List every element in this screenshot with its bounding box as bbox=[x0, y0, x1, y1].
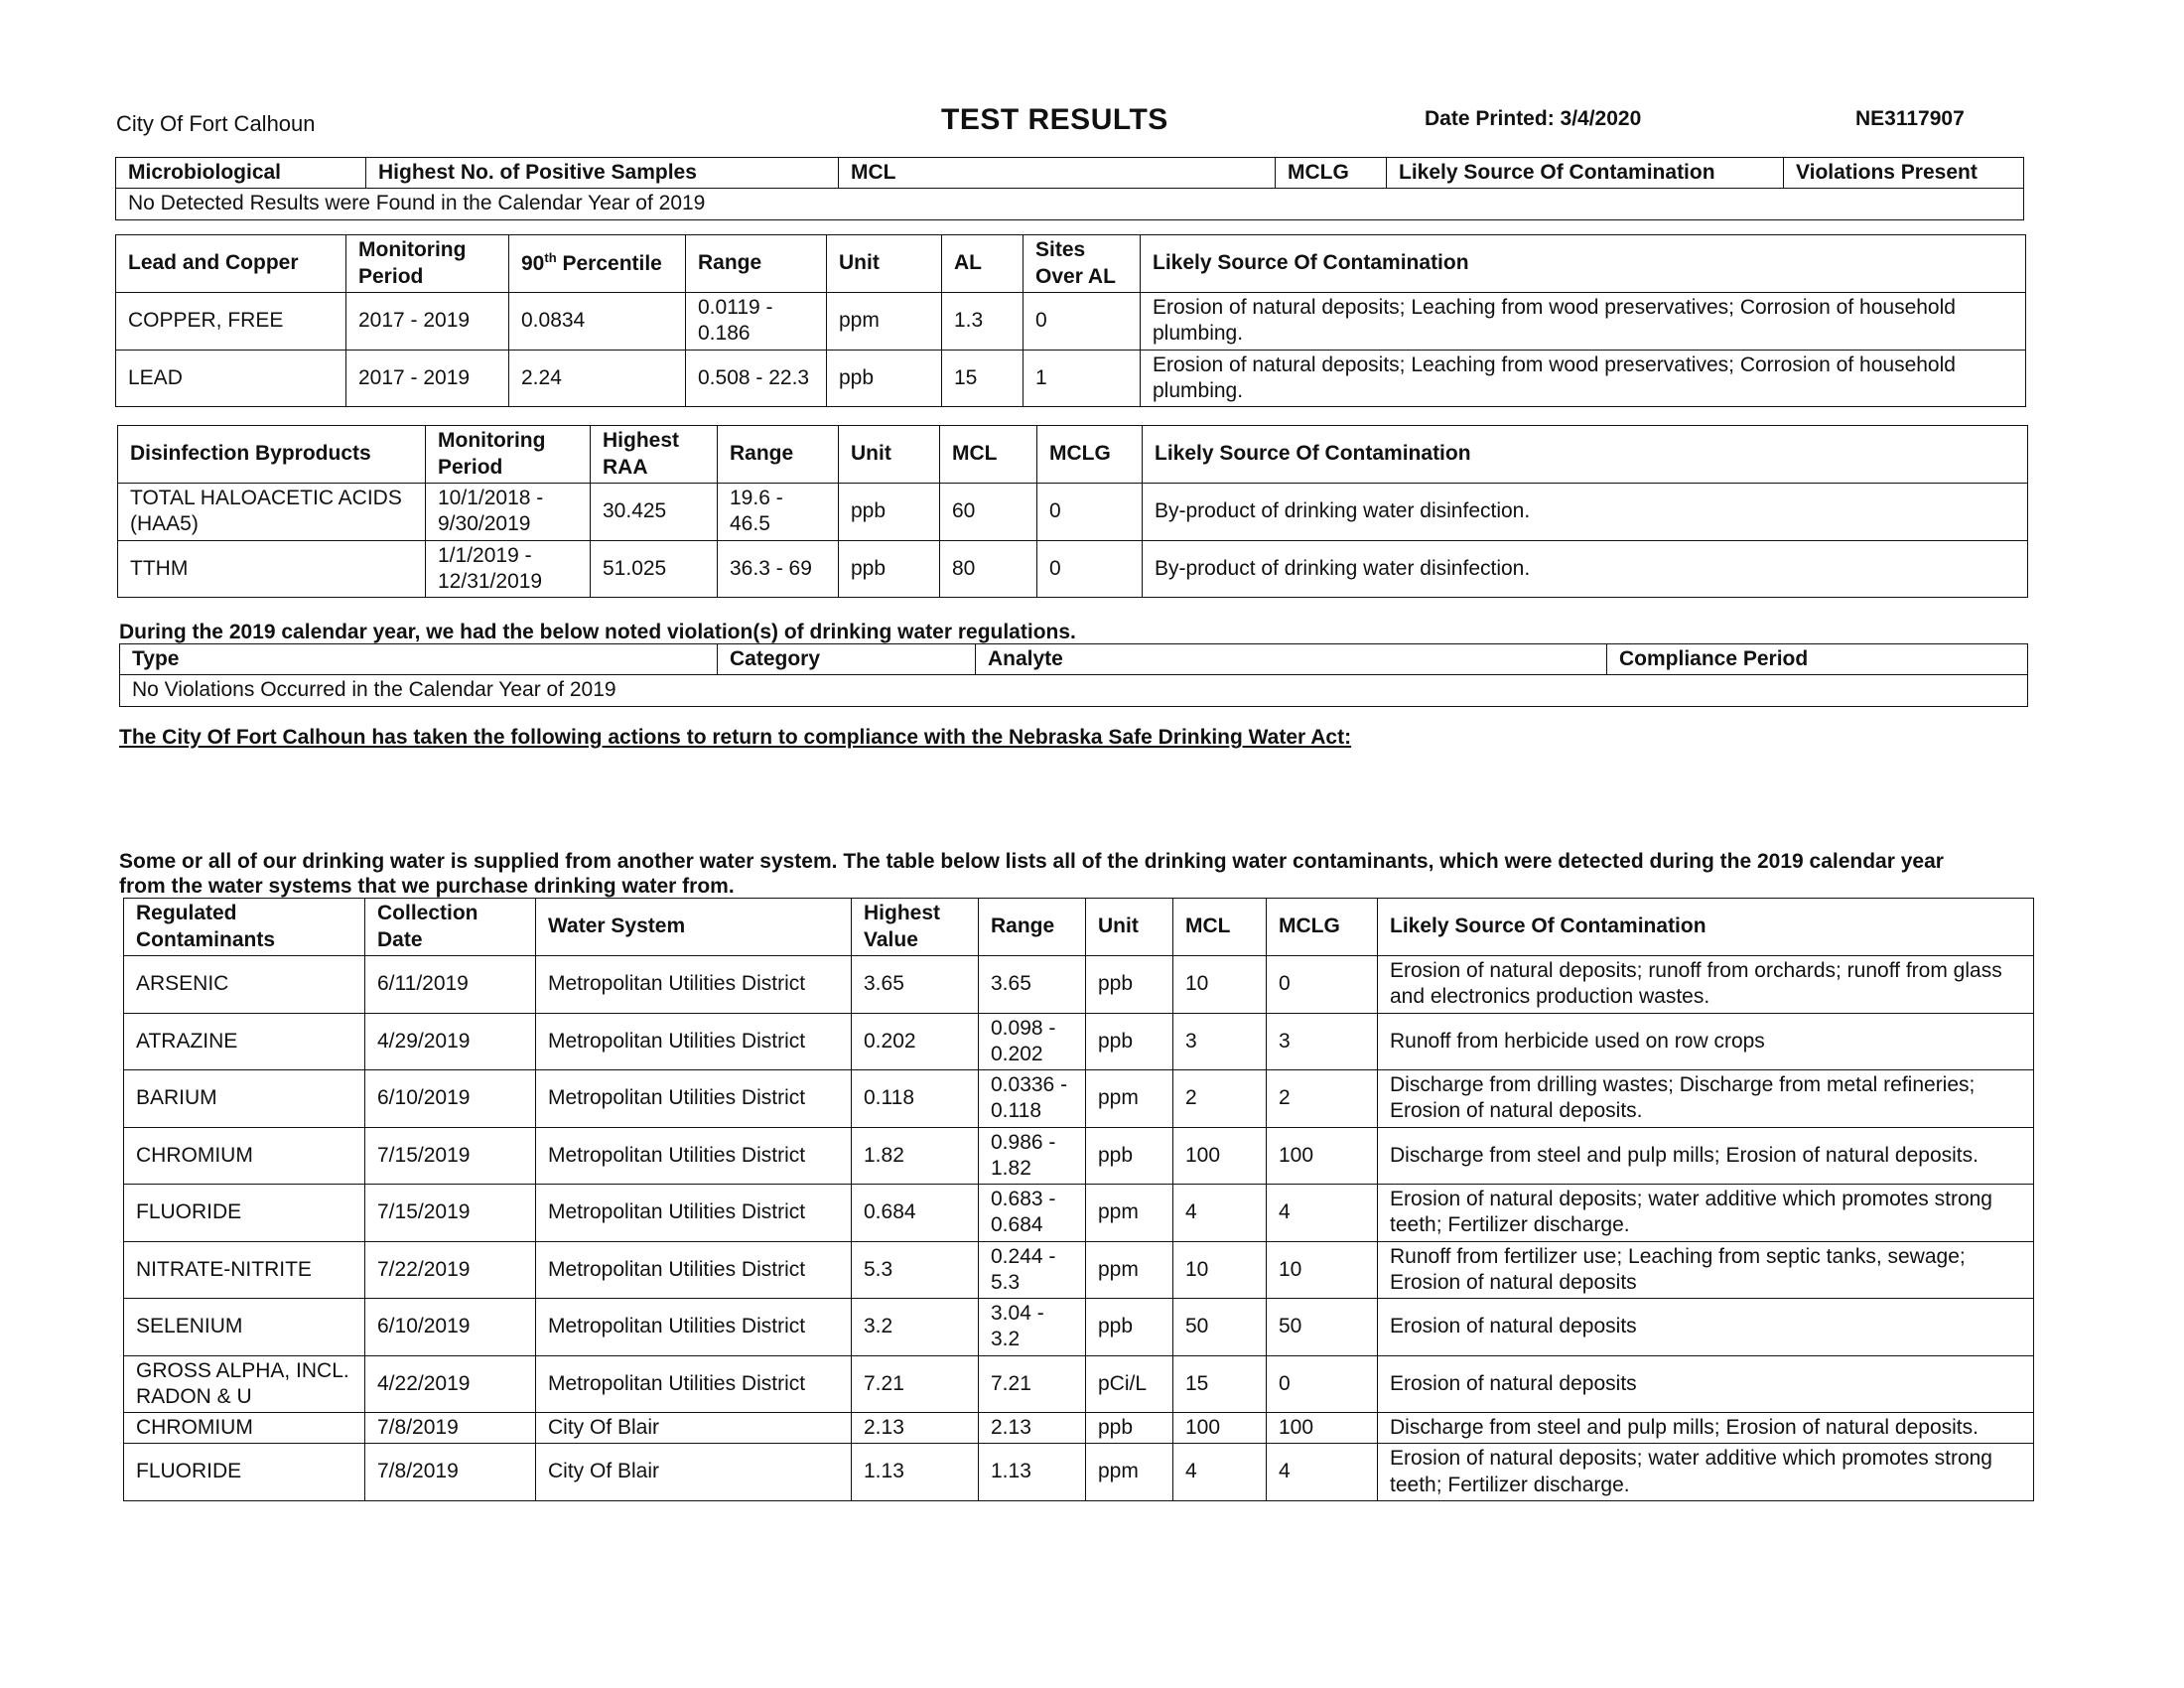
table-cell: Erosion of natural deposits; Leaching from wood preservatives; Corrosion of household plumbing. bbox=[1141, 350, 2026, 407]
table-cell: 2.24 bbox=[509, 350, 686, 407]
table-cell: 100 bbox=[1173, 1127, 1267, 1185]
table-cell: 7/22/2019 bbox=[365, 1241, 536, 1299]
table-cell: 4 bbox=[1173, 1444, 1267, 1501]
table-cell: pCi/L bbox=[1086, 1355, 1173, 1413]
table-cell: ppb bbox=[839, 484, 940, 541]
table-header: Highest Value bbox=[852, 899, 979, 956]
microbiological-table bbox=[115, 157, 2024, 220]
table-cell: 7.21 bbox=[852, 1355, 979, 1413]
table-cell: Runoff from herbicide used on row crops bbox=[1378, 1013, 2034, 1070]
table-cell: COPPER, FREE bbox=[116, 293, 346, 351]
table-cell: 6/11/2019 bbox=[365, 956, 536, 1014]
table-cell: By-product of drinking water disinfection. bbox=[1143, 540, 2028, 598]
table-cell: 0.683 - 0.684 bbox=[979, 1185, 1086, 1242]
table-cell: ppb bbox=[827, 350, 942, 407]
system-id: NE3117907 bbox=[1855, 107, 1965, 130]
date-printed: Date Printed: 3/4/2020 bbox=[1425, 107, 1642, 130]
table-cell: Erosion of natural deposits; water additive which promotes strong teeth; Fertilizer discharge. bbox=[1378, 1185, 2034, 1242]
table-row bbox=[124, 1013, 2034, 1070]
table-cell: ppb bbox=[1086, 1299, 1173, 1356]
table-cell: Metropolitan Utilities District bbox=[536, 1241, 852, 1299]
table-cell: ATRAZINE bbox=[124, 1013, 365, 1070]
table-cell: 1.82 bbox=[852, 1127, 979, 1185]
table-cell: SELENIUM bbox=[124, 1299, 365, 1356]
table-header: MCLG bbox=[1037, 426, 1143, 484]
table-cell: NITRATE-NITRITE bbox=[124, 1241, 365, 1299]
purchased-intro-line1: Some or all of our drinking water is supplied from another water system. The table below lists all of the drinking water contaminants, which were detected during the 2019 calendar year bbox=[119, 850, 1944, 873]
table-cell: 0.986 - 1.82 bbox=[979, 1127, 1086, 1185]
table-row bbox=[124, 1241, 2034, 1299]
table-cell: TTHM bbox=[118, 540, 426, 598]
table-cell: 0.508 - 22.3 bbox=[686, 350, 827, 407]
table-cell: Metropolitan Utilities District bbox=[536, 1070, 852, 1128]
table-row bbox=[116, 293, 2026, 351]
lead-copper-table bbox=[115, 234, 2026, 407]
table-cell: 1 bbox=[1024, 350, 1141, 407]
table-header: Likely Source Of Contamination bbox=[1143, 426, 2028, 484]
table-cell: 4 bbox=[1173, 1185, 1267, 1242]
table-cell: 10 bbox=[1173, 956, 1267, 1014]
table-cell: 0.0119 - 0.186 bbox=[686, 293, 827, 351]
table-cell: Erosion of natural deposits; Leaching from wood preservatives; Corrosion of household plumbing. bbox=[1141, 293, 2026, 351]
table-cell: FLUORIDE bbox=[124, 1185, 365, 1242]
table-header: Violations Present bbox=[1784, 158, 2024, 189]
table-cell: 10 bbox=[1173, 1241, 1267, 1299]
table-cell: Metropolitan Utilities District bbox=[536, 1127, 852, 1185]
table-header: MCLG bbox=[1276, 158, 1387, 189]
table-cell: 1.13 bbox=[852, 1444, 979, 1501]
table-cell: Discharge from steel and pulp mills; Erosion of natural deposits. bbox=[1378, 1127, 2034, 1185]
disinfection-byproducts-table bbox=[117, 425, 2028, 598]
table-row bbox=[124, 956, 2034, 1014]
table-cell: 100 bbox=[1267, 1127, 1378, 1185]
percentile-word: Percentile bbox=[556, 251, 662, 275]
table-cell: 0 bbox=[1267, 1355, 1378, 1413]
table-cell: 0.202 bbox=[852, 1013, 979, 1070]
table-cell: 2017 - 2019 bbox=[346, 350, 509, 407]
table-cell: 4 bbox=[1267, 1185, 1378, 1242]
table-cell: LEAD bbox=[116, 350, 346, 407]
table-cell: ARSENIC bbox=[124, 956, 365, 1014]
table-cell: 7/15/2019 bbox=[365, 1127, 536, 1185]
table-cell: 7/8/2019 bbox=[365, 1413, 536, 1444]
table-cell: Metropolitan Utilities District bbox=[536, 1299, 852, 1356]
table-cell: 4/29/2019 bbox=[365, 1013, 536, 1070]
table-cell: 0.0336 - 0.118 bbox=[979, 1070, 1086, 1128]
table-cell: 80 bbox=[940, 540, 1037, 598]
table-row bbox=[124, 1127, 2034, 1185]
table-header: Compliance Period bbox=[1607, 644, 2028, 675]
table-cell: 2 bbox=[1267, 1070, 1378, 1128]
table-cell: 10/1/2018 - 9/30/2019 bbox=[426, 484, 591, 541]
table-header: Monitoring Period bbox=[426, 426, 591, 484]
table-cell: 6/10/2019 bbox=[365, 1070, 536, 1128]
table-row bbox=[124, 1185, 2034, 1242]
table-header: Range bbox=[979, 899, 1086, 956]
table-cell: 30.425 bbox=[591, 484, 718, 541]
table-cell: 100 bbox=[1173, 1413, 1267, 1444]
table-cell: ppm bbox=[1086, 1444, 1173, 1501]
table-cell: 3 bbox=[1173, 1013, 1267, 1070]
table-cell: 0 bbox=[1037, 540, 1143, 598]
purchased-intro-line2: from the water systems that we purchase drinking water from. bbox=[119, 875, 735, 898]
table-cell: 1.13 bbox=[979, 1444, 1086, 1501]
table-cell: ppm bbox=[1086, 1070, 1173, 1128]
table-cell: Erosion of natural deposits; runoff from orchards; runoff from glass and electronics production wastes. bbox=[1378, 956, 2034, 1014]
table-cell: CHROMIUM bbox=[124, 1127, 365, 1185]
table-cell: 15 bbox=[1173, 1355, 1267, 1413]
table-cell: BARIUM bbox=[124, 1070, 365, 1128]
table-cell: ppm bbox=[1086, 1241, 1173, 1299]
table-cell: ppm bbox=[1086, 1185, 1173, 1242]
table-cell: ppb bbox=[839, 540, 940, 598]
table-cell: 0.244 - 5.3 bbox=[979, 1241, 1086, 1299]
table-cell: 36.3 - 69 bbox=[718, 540, 839, 598]
table-cell: 2.13 bbox=[852, 1413, 979, 1444]
table-cell: 7.21 bbox=[979, 1355, 1086, 1413]
table-header: MCLG bbox=[1267, 899, 1378, 956]
percentile-suffix: th bbox=[544, 249, 557, 265]
table-cell: 1/1/2019 - 12/31/2019 bbox=[426, 540, 591, 598]
table-cell: ppb bbox=[1086, 1127, 1173, 1185]
violations-table bbox=[119, 643, 2028, 707]
table-cell: 3.04 - 3.2 bbox=[979, 1299, 1086, 1356]
table-header: Type bbox=[120, 644, 718, 675]
table-cell: 5.3 bbox=[852, 1241, 979, 1299]
table-header: Unit bbox=[827, 235, 942, 293]
table-cell: Metropolitan Utilities District bbox=[536, 956, 852, 1014]
table-cell: Metropolitan Utilities District bbox=[536, 1013, 852, 1070]
table-header: MCL bbox=[839, 158, 1276, 189]
table-header: Range bbox=[686, 235, 827, 293]
table-header: Sites Over AL bbox=[1024, 235, 1141, 293]
micro-note: No Detected Results were Found in the Calendar Year of 2019 bbox=[116, 189, 2024, 219]
table-cell: ppb bbox=[1086, 1013, 1173, 1070]
table-cell: 15 bbox=[942, 350, 1024, 407]
table-row bbox=[118, 540, 2028, 598]
page-title: TEST RESULTS bbox=[941, 103, 1168, 136]
table-row bbox=[124, 1355, 2034, 1413]
table-cell: Erosion of natural deposits bbox=[1378, 1355, 2034, 1413]
table-cell: 2017 - 2019 bbox=[346, 293, 509, 351]
table-cell: 4 bbox=[1267, 1444, 1378, 1501]
table-header: Microbiological bbox=[116, 158, 366, 189]
table-cell: 1.3 bbox=[942, 293, 1024, 351]
table-row bbox=[124, 1299, 2034, 1356]
table-cell: 3.65 bbox=[852, 956, 979, 1014]
table-header bbox=[509, 235, 686, 293]
table-header: Disinfection Byproducts bbox=[118, 426, 426, 484]
compliance-note: The City Of Fort Calhoun has taken the following actions to return to compliance with the Nebraska Safe Drinking Water Act: bbox=[119, 726, 1352, 749]
violations-intro: During the 2019 calendar year, we had the below noted violation(s) of drinking water regulations. bbox=[119, 621, 1076, 643]
table-cell: TOTAL HALOACETIC ACIDS (HAA5) bbox=[118, 484, 426, 541]
table-cell: By-product of drinking water disinfection. bbox=[1143, 484, 2028, 541]
table-cell: Runoff from fertilizer use; Leaching from septic tanks, sewage; Erosion of natural deposits bbox=[1378, 1241, 2034, 1299]
table-cell: 10 bbox=[1267, 1241, 1378, 1299]
table-row bbox=[118, 484, 2028, 541]
table-cell: 0.0834 bbox=[509, 293, 686, 351]
table-header: Monitoring Period bbox=[346, 235, 509, 293]
table-header: Likely Source Of Contamination bbox=[1141, 235, 2026, 293]
table-cell: 19.6 - 46.5 bbox=[718, 484, 839, 541]
table-header: Likely Source Of Contamination bbox=[1387, 158, 1784, 189]
table-header: Highest RAA bbox=[591, 426, 718, 484]
table-cell: CHROMIUM bbox=[124, 1413, 365, 1444]
table-row bbox=[124, 1413, 2034, 1444]
table-header: Collection Date bbox=[365, 899, 536, 956]
purchased-water-table bbox=[123, 898, 2034, 1501]
table-cell: 2.13 bbox=[979, 1413, 1086, 1444]
table-cell: ppb bbox=[1086, 1413, 1173, 1444]
table-cell: 0 bbox=[1037, 484, 1143, 541]
table-row bbox=[124, 1070, 2034, 1128]
table-header: MCL bbox=[1173, 899, 1267, 956]
table-cell: ppm bbox=[827, 293, 942, 351]
table-header: MCL bbox=[940, 426, 1037, 484]
table-cell: 3.2 bbox=[852, 1299, 979, 1356]
table-header: Analyte bbox=[976, 644, 1607, 675]
table-cell: 100 bbox=[1267, 1413, 1378, 1444]
table-cell: 0 bbox=[1267, 956, 1378, 1014]
table-cell: City Of Blair bbox=[536, 1413, 852, 1444]
table-cell: 3.65 bbox=[979, 956, 1086, 1014]
table-cell: 6/10/2019 bbox=[365, 1299, 536, 1356]
violations-note: No Violations Occurred in the Calendar Year of 2019 bbox=[120, 675, 2028, 706]
table-cell: 60 bbox=[940, 484, 1037, 541]
table-cell: Erosion of natural deposits bbox=[1378, 1299, 2034, 1356]
table-cell: 0 bbox=[1024, 293, 1141, 351]
table-cell: Metropolitan Utilities District bbox=[536, 1185, 852, 1242]
table-cell: ppb bbox=[1086, 956, 1173, 1014]
table-cell: Erosion of natural deposits; water additive which promotes strong teeth; Fertilizer discharge. bbox=[1378, 1444, 2034, 1501]
table-cell: 51.025 bbox=[591, 540, 718, 598]
table-header: Regulated Contaminants bbox=[124, 899, 365, 956]
table-header: Unit bbox=[1086, 899, 1173, 956]
table-header: Category bbox=[718, 644, 976, 675]
table-header: Highest No. of Positive Samples bbox=[366, 158, 839, 189]
table-cell: Discharge from drilling wastes; Discharge from metal refineries; Erosion of natural deposits. bbox=[1378, 1070, 2034, 1128]
table-cell: City Of Blair bbox=[536, 1444, 852, 1501]
table-cell: 7/15/2019 bbox=[365, 1185, 536, 1242]
table-cell: Metropolitan Utilities District bbox=[536, 1355, 852, 1413]
table-header: Water System bbox=[536, 899, 852, 956]
table-cell: 2 bbox=[1173, 1070, 1267, 1128]
table-cell: 4/22/2019 bbox=[365, 1355, 536, 1413]
table-cell: 50 bbox=[1267, 1299, 1378, 1356]
table-cell: 0.684 bbox=[852, 1185, 979, 1242]
table-row bbox=[116, 350, 2026, 407]
table-header: Lead and Copper bbox=[116, 235, 346, 293]
table-header: AL bbox=[942, 235, 1024, 293]
table-header: Likely Source Of Contamination bbox=[1378, 899, 2034, 956]
percentile-number: 90 bbox=[521, 251, 545, 275]
table-header: Unit bbox=[839, 426, 940, 484]
table-cell: 50 bbox=[1173, 1299, 1267, 1356]
table-cell: Discharge from steel and pulp mills; Erosion of natural deposits. bbox=[1378, 1413, 2034, 1444]
table-cell: 0.118 bbox=[852, 1070, 979, 1128]
table-cell: GROSS ALPHA, INCL. RADON & U bbox=[124, 1355, 365, 1413]
table-header: Range bbox=[718, 426, 839, 484]
table-cell: 3 bbox=[1267, 1013, 1378, 1070]
entity-name: City Of Fort Calhoun bbox=[116, 111, 316, 136]
table-cell: 0.098 - 0.202 bbox=[979, 1013, 1086, 1070]
table-row bbox=[124, 1444, 2034, 1501]
table-cell: 7/8/2019 bbox=[365, 1444, 536, 1501]
table-cell: FLUORIDE bbox=[124, 1444, 365, 1501]
